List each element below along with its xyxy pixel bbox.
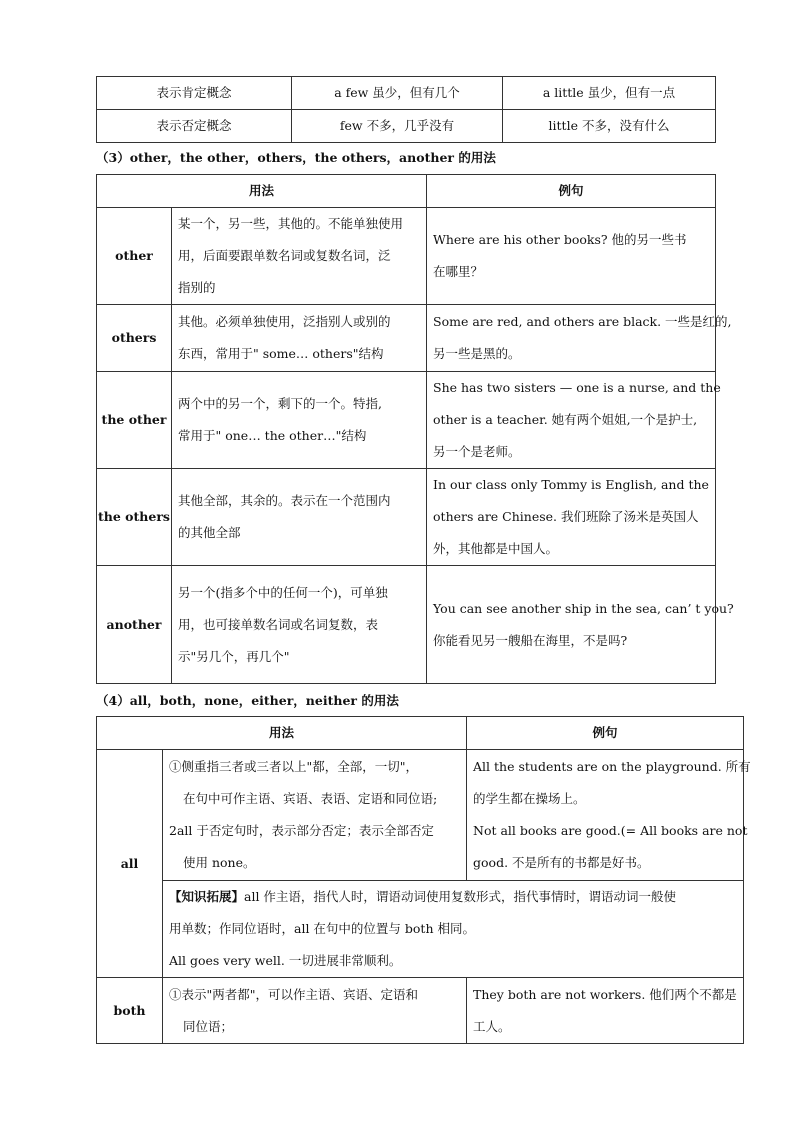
usage-cell <box>172 372 427 469</box>
text-line: In our class only Tommy is English, and the <box>433 477 709 492</box>
knowledge-extension-cell <box>163 881 744 978</box>
text-line: 用，后面要跟单数名词或复数名词，泛 <box>178 248 391 263</box>
text-line: 另一些是黑的。 <box>433 346 521 361</box>
table-cell: 表示肯定概念 <box>97 77 292 110</box>
column-header-example: 例句 <box>467 717 744 750</box>
knowledge-extension-label: 【知识拓展】 <box>169 889 245 904</box>
table-row <box>97 208 716 305</box>
text-line: 你能看见另一艘船在海里，不是吗? <box>433 632 628 648</box>
text-line: 两个中的另一个，剩下的一个。特指, <box>178 396 382 411</box>
example-cell <box>427 305 732 372</box>
usage-cell <box>172 208 427 305</box>
table-cell: few 不多，几乎没有 <box>292 110 503 143</box>
text-line: 的其他全部 <box>178 525 241 540</box>
text-line: 另一个(指多个中的任何一个)，可单独 <box>178 584 388 600</box>
column-header-example: 例句 <box>427 175 716 208</box>
example-cell <box>427 372 721 469</box>
term-cell: other <box>97 208 172 305</box>
usage-cell <box>172 305 427 372</box>
text-line: All the students are on the playground. 所有 <box>473 759 751 774</box>
text-line: She has two sisters — one is a nurse, and the <box>433 380 721 395</box>
text-line: 用，也可接单数名词或名词复数，表 <box>178 616 379 632</box>
table-cell: 表示否定概念 <box>97 110 292 143</box>
text-line: 工人。 <box>473 1018 511 1034</box>
column-header-usage: 用法 <box>97 175 427 208</box>
text-line: You can see another ship in the sea, can’ t you? <box>433 600 734 616</box>
text-line: 外，其他都是中国人。 <box>433 541 559 556</box>
text-line: They both are not workers. 他们两个不都是 <box>473 986 737 1002</box>
usage-cell <box>163 978 467 1044</box>
text-line: 其他全部，其余的。表示在一个范围内 <box>178 493 391 508</box>
text-line: ①表示"两者都"，可以作主语、宾语、定语和 <box>169 986 418 1002</box>
text-line: 示"另几个，再几个" <box>178 648 290 664</box>
text-line: 在哪里？ <box>433 264 484 279</box>
table-cell: a little 虽少，但有一点 <box>503 77 716 110</box>
text-line: Some are red, and others are black. 一些是红的, <box>433 314 732 329</box>
text-line: 同位语； <box>183 1018 234 1034</box>
table-row <box>97 77 716 110</box>
term-cell: all <box>97 750 163 978</box>
section-heading-3: （3）other，the other，others，the others，another 的用法 <box>96 150 496 165</box>
text-line: Not all books are good.(= All books are not <box>473 823 748 838</box>
table-row <box>97 881 744 978</box>
table-row <box>97 566 716 684</box>
text-line: 用单数；作同位语时，all 在句中的位置与 both 相同。 <box>169 921 475 936</box>
text-line: 常用于" one… the other…"结构 <box>178 428 367 443</box>
example-cell <box>427 469 716 566</box>
text-line: Where are his other books? 他的另一些书 <box>433 232 687 247</box>
example-cell <box>427 208 716 305</box>
text-line: 某一个，另一些，其他的。不能单独使用 <box>178 216 404 231</box>
table-row <box>97 469 716 566</box>
text-line: 指别的 <box>178 280 216 295</box>
text-line: 使用 none。 <box>183 855 256 870</box>
all-both-usage-table <box>96 716 751 1044</box>
text-line: 的学生都在操场上。 <box>473 791 586 806</box>
term-cell: the other <box>97 372 172 469</box>
table-header-row <box>97 175 716 208</box>
text-line: 另一个是老师。 <box>433 444 521 459</box>
text-line <box>169 881 737 913</box>
table-cell: a few 虽少，但有几个 <box>292 77 503 110</box>
usage-cell <box>163 750 467 881</box>
term-cell: another <box>97 566 172 684</box>
text-line: 在句中可作主语、宾语、表语、定语和同位语; <box>183 791 438 806</box>
table-row <box>97 110 716 143</box>
column-header-usage: 用法 <box>97 717 467 750</box>
example-cell <box>467 978 744 1044</box>
term-cell: the others <box>97 469 172 566</box>
term-cell: both <box>97 978 163 1044</box>
table-row <box>97 750 744 881</box>
table-row <box>97 978 744 1044</box>
table-cell: little 不多，没有什么 <box>503 110 716 143</box>
few-little-table <box>96 76 716 143</box>
text-line: 其他。必须单独使用，泛指别人或别的 <box>178 314 391 329</box>
example-cell <box>467 750 751 881</box>
text-line: good. 不是所有的书都是好书。 <box>473 855 650 870</box>
knowledge-extension-text: all 作主语，指代人时，谓语动词使用复数形式，指代事情时，谓语动词一般使 <box>244 889 676 904</box>
section-heading-4: （4）all，both，none，either，neither 的用法 <box>96 693 399 708</box>
other-usage-table <box>96 174 734 684</box>
text-line: All goes very well. 一切进展非常顺利。 <box>169 953 402 968</box>
text-line: ①侧重指三者或三者以上"都，全部，一切"， <box>169 759 418 774</box>
example-cell <box>427 566 734 684</box>
usage-cell <box>172 469 427 566</box>
table-row <box>97 372 716 469</box>
usage-cell <box>172 566 427 684</box>
table-row <box>97 305 716 372</box>
text-line: 2all 于否定句时，表示部分否定；表示全部否定 <box>169 823 434 838</box>
term-cell: others <box>97 305 172 372</box>
text-line: other is a teacher. 她有两个姐姐,一个是护士, <box>433 412 698 427</box>
text-line: others are Chinese. 我们班除了汤米是英国人 <box>433 509 699 524</box>
table-header-row <box>97 717 744 750</box>
text-line: 东西，常用于" some… others"结构 <box>178 346 384 361</box>
